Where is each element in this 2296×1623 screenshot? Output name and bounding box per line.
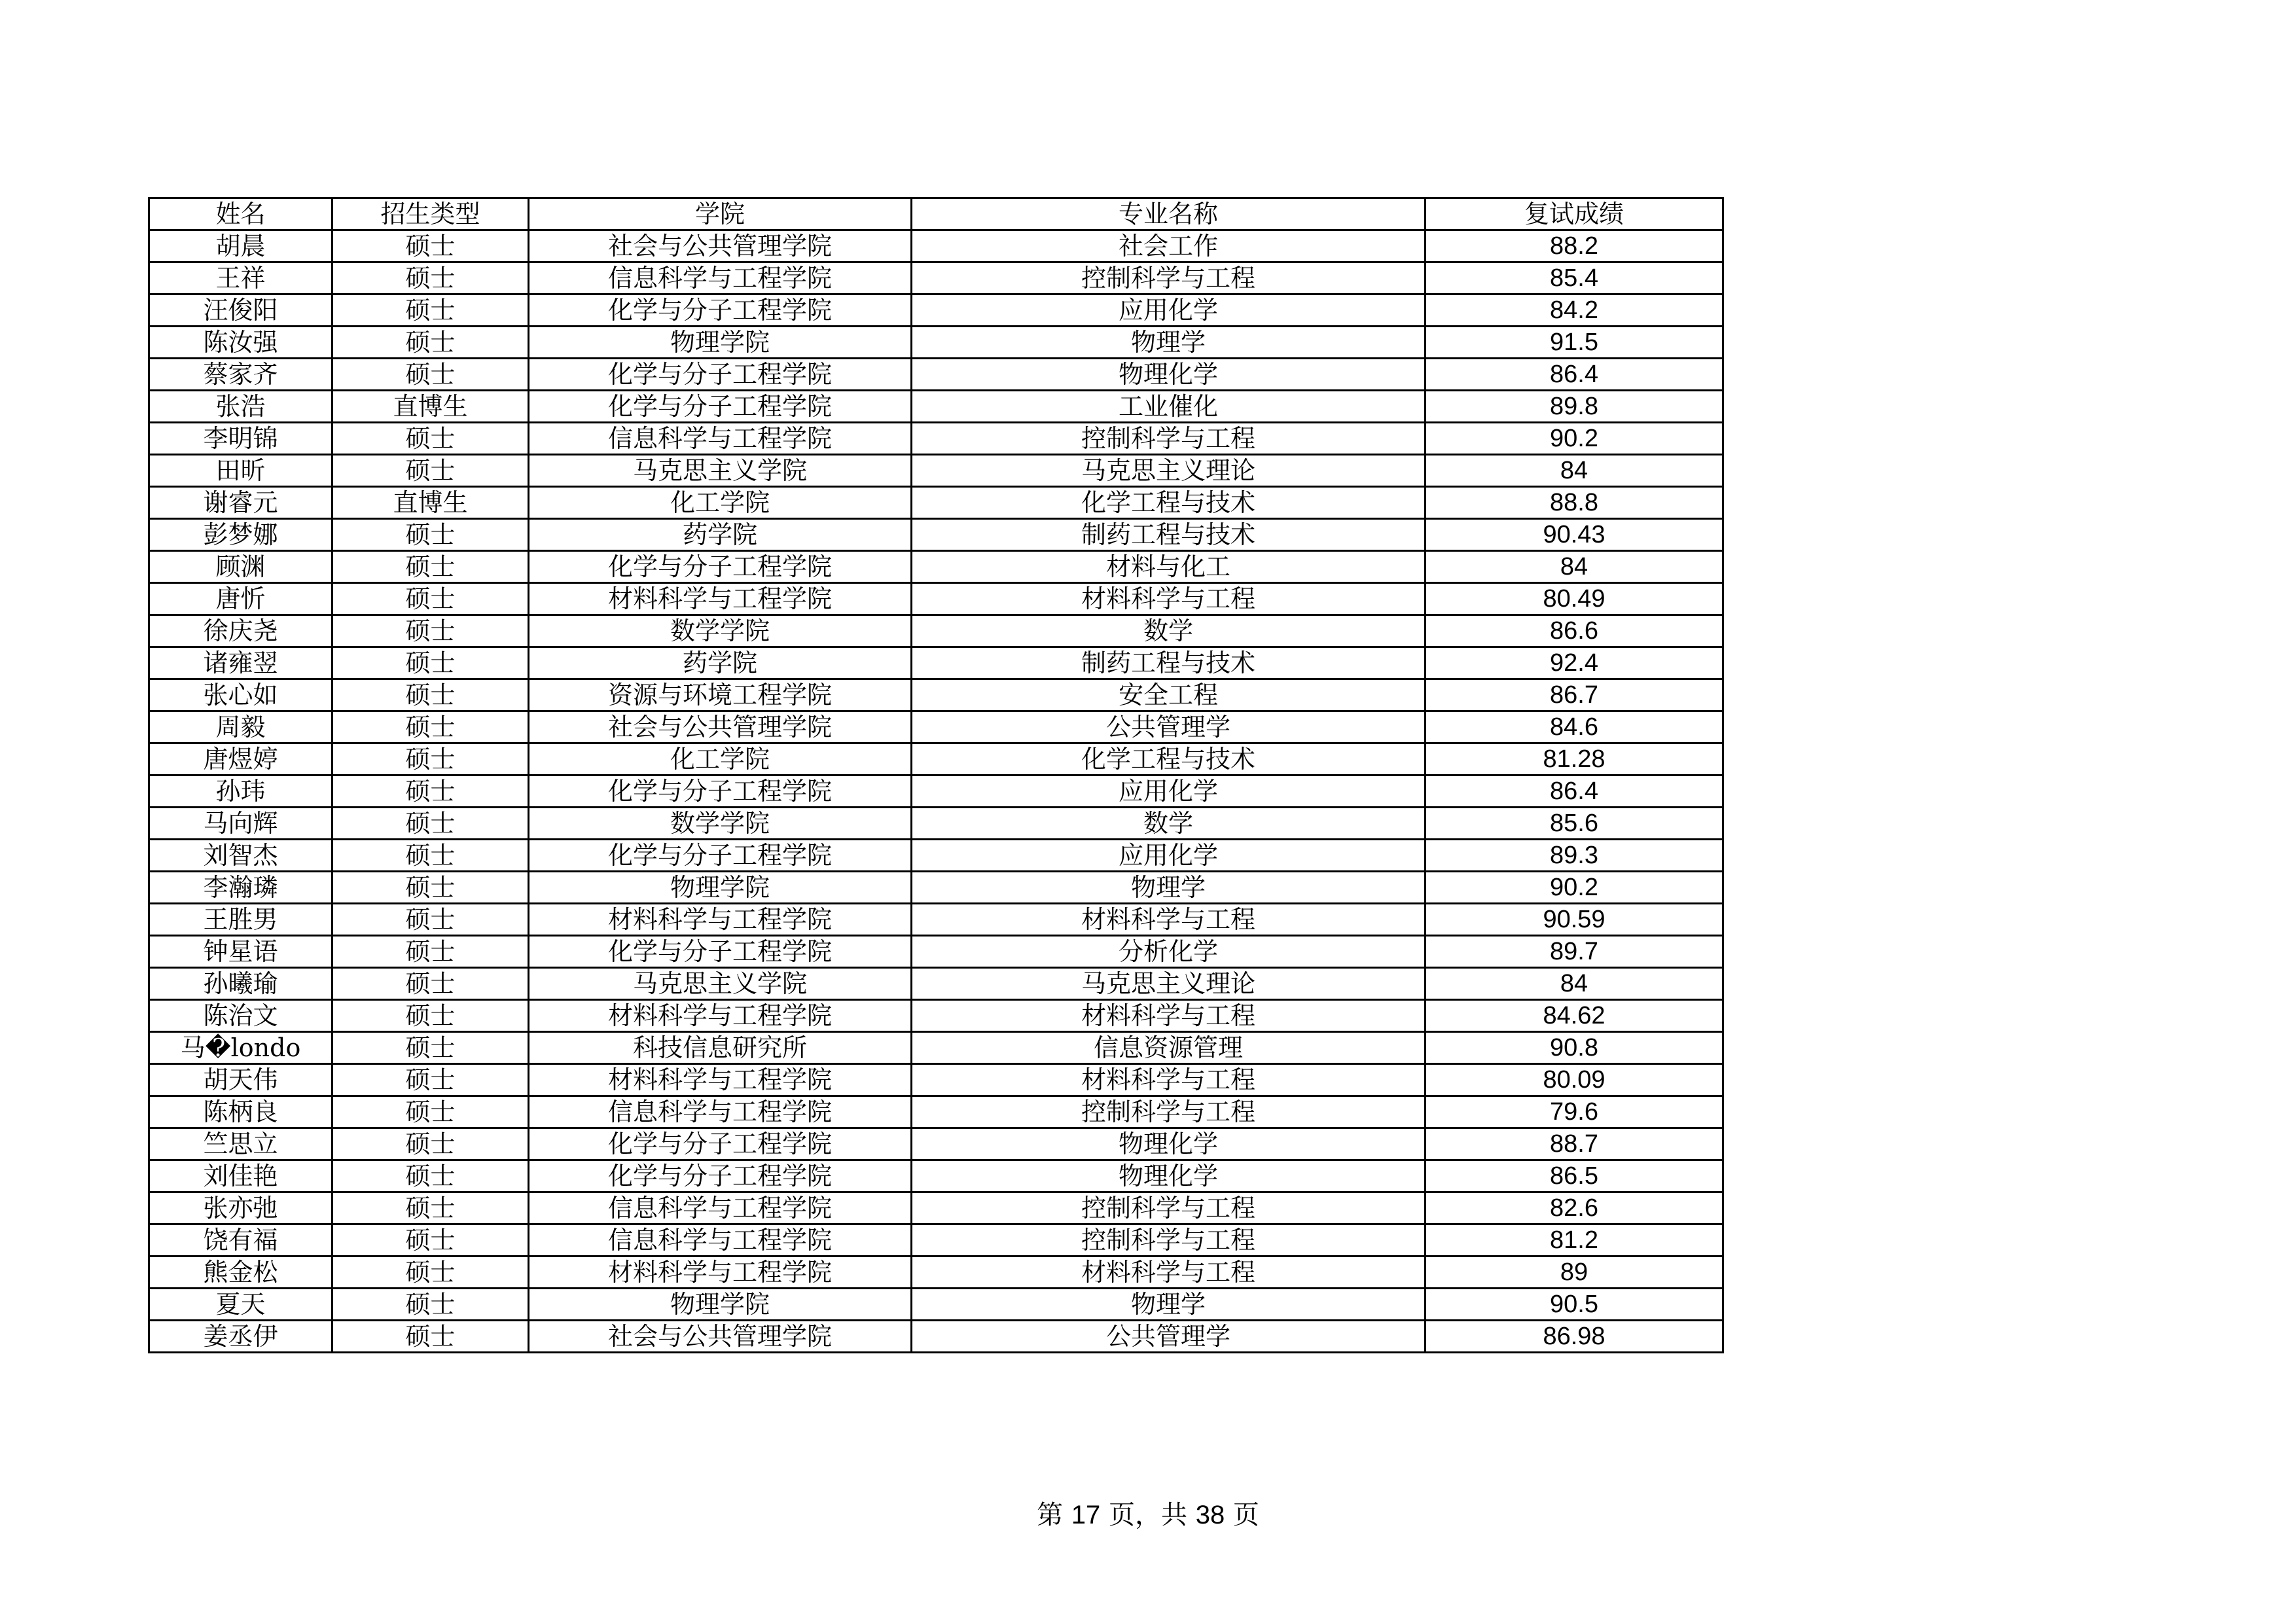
cell-name: 王胜男 [149, 904, 332, 936]
cell-name: 姜丞伊 [149, 1321, 332, 1353]
table-row [149, 1128, 1723, 1160]
header-row [149, 198, 1723, 230]
cell-major: 物理学 [912, 872, 1426, 904]
cell-major: 数学 [912, 615, 1426, 647]
cell-school: 信息科学与工程学院 [529, 1192, 912, 1224]
cell-school: 化学与分子工程学院 [529, 551, 912, 583]
cell-retest-score: 89 [1426, 1257, 1723, 1289]
table-row [149, 294, 1723, 327]
cell-name: 田昕 [149, 455, 332, 487]
cell-retest-score: 86.6 [1426, 615, 1723, 647]
cell-major: 控制科学与工程 [912, 1192, 1426, 1224]
cell-enrollment-type: 硕士 [332, 776, 529, 808]
cell-enrollment-type: 硕士 [332, 1032, 529, 1064]
cell-name: 竺思立 [149, 1128, 332, 1160]
table-row [149, 551, 1723, 583]
cell-retest-score: 88.8 [1426, 487, 1723, 519]
cell-retest-score: 90.59 [1426, 904, 1723, 936]
table-row [149, 1192, 1723, 1224]
table-row [149, 679, 1723, 711]
cell-name: 张心如 [149, 679, 332, 711]
cell-retest-score: 84.62 [1426, 1000, 1723, 1032]
cell-name: 胡晨 [149, 230, 332, 262]
cell-school: 化工学院 [529, 487, 912, 519]
cell-name: 陈柄良 [149, 1096, 332, 1128]
table-row [149, 615, 1723, 647]
table-row [149, 455, 1723, 487]
cell-school: 药学院 [529, 519, 912, 551]
cell-enrollment-type: 硕士 [332, 711, 529, 743]
cell-retest-score: 90.8 [1426, 1032, 1723, 1064]
table-row [149, 1160, 1723, 1192]
table-row [149, 1096, 1723, 1128]
cell-major: 安全工程 [912, 679, 1426, 711]
cell-major: 物理化学 [912, 359, 1426, 391]
table-row [149, 519, 1723, 551]
header-school: 学院 [529, 198, 912, 230]
cell-major: 物理学 [912, 327, 1426, 359]
cell-school: 信息科学与工程学院 [529, 1224, 912, 1257]
cell-school: 信息科学与工程学院 [529, 262, 912, 294]
cell-retest-score: 84.2 [1426, 294, 1723, 327]
cell-school: 社会与公共管理学院 [529, 711, 912, 743]
cell-name: 李瀚璘 [149, 872, 332, 904]
cell-retest-score: 84 [1426, 968, 1723, 1000]
cell-name: 李明锦 [149, 423, 332, 455]
cell-name: 唐忻 [149, 583, 332, 615]
cell-name: 周毅 [149, 711, 332, 743]
header-retest-score: 复试成绩 [1426, 198, 1723, 230]
cell-enrollment-type: 直博生 [332, 487, 529, 519]
cell-retest-score: 90.2 [1426, 423, 1723, 455]
cell-school: 材料科学与工程学院 [529, 1257, 912, 1289]
cell-enrollment-type: 硕士 [332, 423, 529, 455]
table-body [149, 230, 1723, 1353]
cell-major: 工业催化 [912, 391, 1426, 423]
cell-major: 公共管理学 [912, 711, 1426, 743]
cell-enrollment-type: 直博生 [332, 391, 529, 423]
cell-school: 化学与分子工程学院 [529, 294, 912, 327]
page-footer [0, 1499, 2296, 1531]
current-page-number: 17 [1071, 1501, 1101, 1529]
cell-major: 公共管理学 [912, 1321, 1426, 1353]
total-page-number: 38 [1195, 1501, 1225, 1529]
table-row [149, 1000, 1723, 1032]
cell-enrollment-type: 硕士 [332, 230, 529, 262]
cell-retest-score: 89.3 [1426, 840, 1723, 872]
cell-enrollment-type: 硕士 [332, 1192, 529, 1224]
table-row [149, 936, 1723, 968]
table-row [149, 391, 1723, 423]
cell-major: 材料科学与工程 [912, 1000, 1426, 1032]
cell-major: 材料科学与工程 [912, 904, 1426, 936]
table-row [149, 840, 1723, 872]
header-major: 专业名称 [912, 198, 1426, 230]
table-row [149, 1064, 1723, 1096]
cell-enrollment-type: 硕士 [332, 262, 529, 294]
cell-retest-score: 84 [1426, 551, 1723, 583]
cell-school: 药学院 [529, 647, 912, 679]
cell-name: 胡天伟 [149, 1064, 332, 1096]
cell-school: 化工学院 [529, 743, 912, 776]
cell-name: 孙玮 [149, 776, 332, 808]
footer-middle: 页，共 [1100, 1500, 1196, 1530]
cell-major: 分析化学 [912, 936, 1426, 968]
footer-prefix: 第 [1037, 1500, 1071, 1530]
cell-school: 信息科学与工程学院 [529, 423, 912, 455]
table-row [149, 230, 1723, 262]
cell-name: 刘智杰 [149, 840, 332, 872]
cell-major: 材料科学与工程 [912, 583, 1426, 615]
table-row [149, 711, 1723, 743]
cell-enrollment-type: 硕士 [332, 968, 529, 1000]
table-row [149, 423, 1723, 455]
cell-major: 材料与化工 [912, 551, 1426, 583]
header-enrollment-type: 招生类型 [332, 198, 529, 230]
cell-enrollment-type: 硕士 [332, 808, 529, 840]
cell-retest-score: 82.6 [1426, 1192, 1723, 1224]
cell-retest-score: 84.6 [1426, 711, 1723, 743]
table-row [149, 1321, 1723, 1353]
cell-retest-score: 90.2 [1426, 872, 1723, 904]
cell-school: 信息科学与工程学院 [529, 1096, 912, 1128]
table-row [149, 647, 1723, 679]
cell-major: 物理化学 [912, 1128, 1426, 1160]
cell-name: 顾渊 [149, 551, 332, 583]
cell-school: 材料科学与工程学院 [529, 583, 912, 615]
cell-school: 科技信息研究所 [529, 1032, 912, 1064]
cell-enrollment-type: 硕士 [332, 1160, 529, 1192]
cell-enrollment-type: 硕士 [332, 583, 529, 615]
cell-retest-score: 81.2 [1426, 1224, 1723, 1257]
cell-enrollment-type: 硕士 [332, 1321, 529, 1353]
footer-suffix: 页 [1225, 1500, 1259, 1530]
cell-retest-score: 92.4 [1426, 647, 1723, 679]
cell-enrollment-type: 硕士 [332, 359, 529, 391]
cell-major: 物理化学 [912, 1160, 1426, 1192]
cell-enrollment-type: 硕士 [332, 551, 529, 583]
table-row [149, 359, 1723, 391]
cell-retest-score: 86.4 [1426, 776, 1723, 808]
cell-enrollment-type: 硕士 [332, 455, 529, 487]
cell-name: 徐庆尧 [149, 615, 332, 647]
cell-retest-score: 86.98 [1426, 1321, 1723, 1353]
table-row [149, 1032, 1723, 1064]
cell-school: 社会与公共管理学院 [529, 1321, 912, 1353]
cell-name: 彭梦娜 [149, 519, 332, 551]
cell-name: 张浩 [149, 391, 332, 423]
cell-name: 刘佳艳 [149, 1160, 332, 1192]
cell-school: 马克思主义学院 [529, 968, 912, 1000]
cell-major: 材料科学与工程 [912, 1257, 1426, 1289]
cell-school: 化学与分子工程学院 [529, 359, 912, 391]
table-row [149, 262, 1723, 294]
cell-enrollment-type: 硕士 [332, 1257, 529, 1289]
cell-school: 化学与分子工程学院 [529, 936, 912, 968]
cell-school: 数学学院 [529, 808, 912, 840]
cell-enrollment-type: 硕士 [332, 872, 529, 904]
table-row [149, 968, 1723, 1000]
cell-enrollment-type: 硕士 [332, 936, 529, 968]
cell-retest-score: 91.5 [1426, 327, 1723, 359]
cell-name: 蔡家齐 [149, 359, 332, 391]
table-row [149, 743, 1723, 776]
cell-major: 物理学 [912, 1289, 1426, 1321]
cell-enrollment-type: 硕士 [332, 1289, 529, 1321]
cell-major: 应用化学 [912, 840, 1426, 872]
cell-major: 社会工作 [912, 230, 1426, 262]
cell-enrollment-type: 硕士 [332, 519, 529, 551]
cell-enrollment-type: 硕士 [332, 615, 529, 647]
cell-name: 孙曦瑜 [149, 968, 332, 1000]
cell-name: 谢睿元 [149, 487, 332, 519]
table-row [149, 1289, 1723, 1321]
cell-name: 张亦弛 [149, 1192, 332, 1224]
cell-school: 化学与分子工程学院 [529, 391, 912, 423]
cell-retest-score: 79.6 [1426, 1096, 1723, 1128]
table-row [149, 583, 1723, 615]
cell-enrollment-type: 硕士 [332, 1224, 529, 1257]
cell-retest-score: 81.28 [1426, 743, 1723, 776]
cell-name: 陈治文 [149, 1000, 332, 1032]
table-row [149, 487, 1723, 519]
cell-school: 物理学院 [529, 1289, 912, 1321]
cell-name: 马向辉 [149, 808, 332, 840]
cell-school: 马克思主义学院 [529, 455, 912, 487]
cell-retest-score: 86.7 [1426, 679, 1723, 711]
cell-retest-score: 86.5 [1426, 1160, 1723, 1192]
cell-major: 数学 [912, 808, 1426, 840]
cell-retest-score: 84 [1426, 455, 1723, 487]
cell-major: 制药工程与技术 [912, 519, 1426, 551]
cell-major: 控制科学与工程 [912, 262, 1426, 294]
table-row [149, 776, 1723, 808]
cell-major: 制药工程与技术 [912, 647, 1426, 679]
cell-name: 唐煜婷 [149, 743, 332, 776]
table-row [149, 808, 1723, 840]
cell-major: 化学工程与技术 [912, 487, 1426, 519]
cell-major: 应用化学 [912, 294, 1426, 327]
cell-enrollment-type: 硕士 [332, 1064, 529, 1096]
table-row [149, 327, 1723, 359]
cell-school: 社会与公共管理学院 [529, 230, 912, 262]
cell-retest-score: 85.6 [1426, 808, 1723, 840]
cell-school: 数学学院 [529, 615, 912, 647]
cell-retest-score: 90.43 [1426, 519, 1723, 551]
cell-name: 饶有福 [149, 1224, 332, 1257]
cell-major: 材料科学与工程 [912, 1064, 1426, 1096]
table-header [149, 198, 1723, 230]
table-row [149, 904, 1723, 936]
cell-enrollment-type: 硕士 [332, 647, 529, 679]
cell-major: 马克思主义理论 [912, 968, 1426, 1000]
cell-retest-score: 86.4 [1426, 359, 1723, 391]
cell-enrollment-type: 硕士 [332, 904, 529, 936]
cell-retest-score: 85.4 [1426, 262, 1723, 294]
cell-major: 应用化学 [912, 776, 1426, 808]
cell-major: 化学工程与技术 [912, 743, 1426, 776]
cell-enrollment-type: 硕士 [332, 327, 529, 359]
score-table [148, 197, 1724, 1353]
cell-school: 材料科学与工程学院 [529, 1064, 912, 1096]
header-name: 姓名 [149, 198, 332, 230]
cell-retest-score: 90.5 [1426, 1289, 1723, 1321]
cell-name: 马�londo [149, 1032, 332, 1064]
cell-name: 王祥 [149, 262, 332, 294]
table-row [149, 872, 1723, 904]
cell-school: 化学与分子工程学院 [529, 840, 912, 872]
cell-school: 化学与分子工程学院 [529, 776, 912, 808]
cell-name: 熊金松 [149, 1257, 332, 1289]
cell-name: 陈汝强 [149, 327, 332, 359]
cell-school: 材料科学与工程学院 [529, 1000, 912, 1032]
cell-retest-score: 80.09 [1426, 1064, 1723, 1096]
cell-major: 控制科学与工程 [912, 423, 1426, 455]
cell-retest-score: 88.2 [1426, 230, 1723, 262]
cell-major: 信息资源管理 [912, 1032, 1426, 1064]
cell-major: 控制科学与工程 [912, 1224, 1426, 1257]
cell-school: 材料科学与工程学院 [529, 904, 912, 936]
table-row [149, 1224, 1723, 1257]
table-row [149, 1257, 1723, 1289]
cell-school: 化学与分子工程学院 [529, 1128, 912, 1160]
cell-major: 马克思主义理论 [912, 455, 1426, 487]
cell-name: 钟星语 [149, 936, 332, 968]
cell-enrollment-type: 硕士 [332, 294, 529, 327]
cell-enrollment-type: 硕士 [332, 1128, 529, 1160]
cell-major: 控制科学与工程 [912, 1096, 1426, 1128]
cell-school: 资源与环境工程学院 [529, 679, 912, 711]
cell-name: 诸雍翌 [149, 647, 332, 679]
cell-retest-score: 88.7 [1426, 1128, 1723, 1160]
cell-retest-score: 89.7 [1426, 936, 1723, 968]
cell-retest-score: 80.49 [1426, 583, 1723, 615]
cell-retest-score: 89.8 [1426, 391, 1723, 423]
cell-school: 物理学院 [529, 872, 912, 904]
cell-name: 夏天 [149, 1289, 332, 1321]
cell-school: 物理学院 [529, 327, 912, 359]
cell-enrollment-type: 硕士 [332, 679, 529, 711]
cell-enrollment-type: 硕士 [332, 1096, 529, 1128]
cell-enrollment-type: 硕士 [332, 1000, 529, 1032]
cell-name: 汪俊阳 [149, 294, 332, 327]
cell-enrollment-type: 硕士 [332, 840, 529, 872]
cell-enrollment-type: 硕士 [332, 743, 529, 776]
cell-school: 化学与分子工程学院 [529, 1160, 912, 1192]
